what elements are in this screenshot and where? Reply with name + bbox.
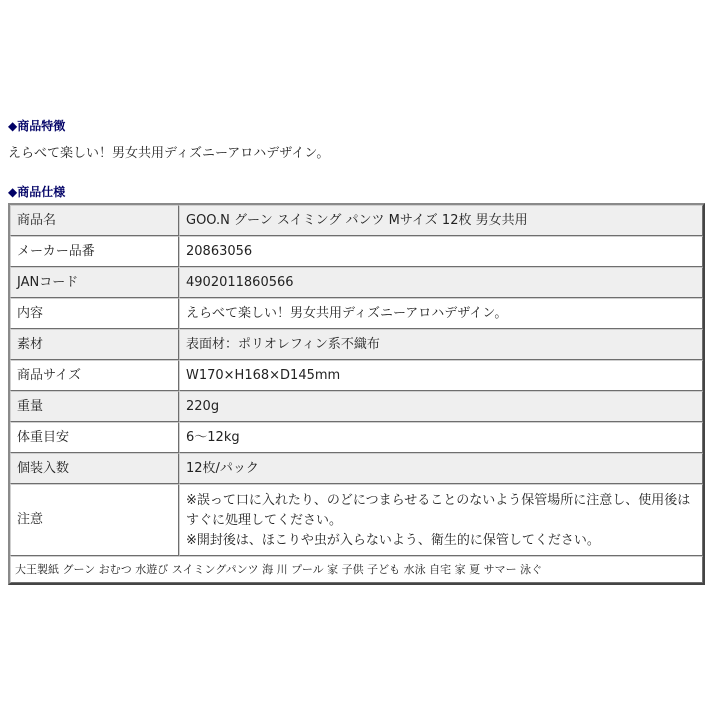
spec-label-weight: 重量: [10, 391, 179, 422]
table-row: [10, 453, 703, 484]
table-row: [10, 422, 703, 453]
table-row: [10, 205, 703, 236]
caution-line: すぐに処理してください。: [186, 512, 343, 528]
table-row: [10, 391, 703, 422]
spec-value-weight: 220g: [179, 391, 703, 422]
spec-label-jan-code: JANコード: [10, 267, 179, 298]
keywords-cell: 大王製紙 グーン おむつ 水遊び スイミングパンツ 海 川 プール 家 子供 子ども 水泳 自宅 家 夏 サマー 泳ぐ: [10, 556, 703, 583]
features-heading: ◆商品特徴: [8, 119, 66, 133]
caution-line: ※開封後は、ほこりや虫が入らないよう、衛生的に保管してください。: [186, 532, 600, 548]
spec-label-body-weight: 体重目安: [10, 422, 179, 453]
specs-heading: ◆商品仕様: [8, 185, 66, 199]
table-row: [10, 267, 703, 298]
spec-value-size: W170×H168×D145mm: [179, 360, 703, 391]
spec-value-jan-code: 4902011860566: [179, 267, 703, 298]
table-row: [10, 360, 703, 391]
spec-label-contents: 内容: [10, 298, 179, 329]
spec-label-size: 商品サイズ: [10, 360, 179, 391]
spec-label-maker-code: メーカー品番: [10, 236, 179, 267]
spec-value-pack-count: 12枚/パック: [179, 453, 703, 484]
spec-label-caution: 注意: [10, 484, 179, 556]
table-row: [10, 556, 703, 583]
caution-line: ※誤って口に入れたり、のどにつまらせることのないよう保管場所に注意し、使用後は: [186, 492, 691, 508]
spec-label-pack-count: 個装入数: [10, 453, 179, 484]
table-row: [10, 236, 703, 267]
spec-label-material: 素材: [10, 329, 179, 360]
spec-value-caution: [179, 484, 703, 556]
spec-value-material: 表面材：ポリオレフィン系不織布: [179, 329, 703, 360]
spec-value-maker-code: 20863056: [179, 236, 703, 267]
features-description: えらべて楽しい！男女共用ディズニーアロハデザイン。: [8, 146, 330, 161]
table-row: [10, 298, 703, 329]
table-row: [10, 329, 703, 360]
spec-value-body-weight: 6～12kg: [179, 422, 703, 453]
spec-label-product-name: 商品名: [10, 205, 179, 236]
spec-value-product-name: GOO.N グーン スイミング パンツ Mサイズ 12枚 男女共用: [179, 205, 703, 236]
spec-table: [8, 203, 705, 585]
table-row: [10, 484, 703, 556]
spec-value-contents: えらべて楽しい！男女共用ディズニーアロハデザイン。: [179, 298, 703, 329]
